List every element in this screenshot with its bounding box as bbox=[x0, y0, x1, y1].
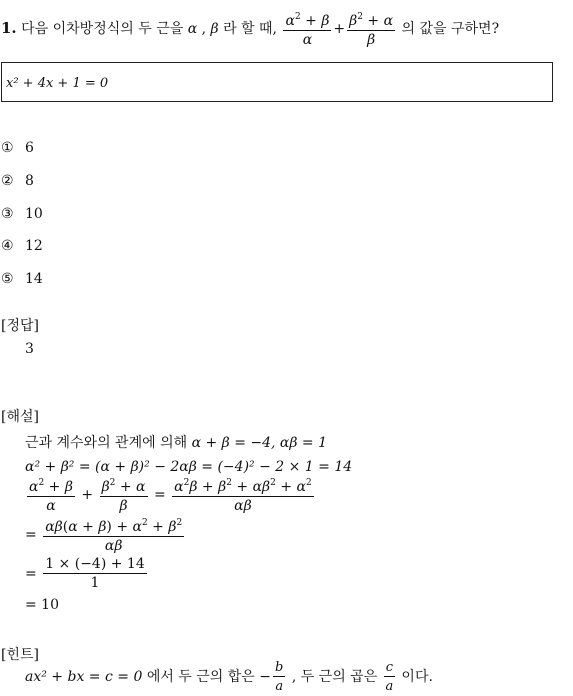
hint-label: [힌트] bbox=[1, 647, 39, 663]
hint-text-3: 이다. bbox=[401, 669, 433, 685]
solution-frac-b: $\frac{\beta^2 + \alpha}{\beta}$ bbox=[101, 478, 146, 514]
solution-frac-a: $\frac{\alpha^2 + \beta}{\alpha}$ bbox=[29, 478, 73, 514]
choice-1[interactable] bbox=[1, 140, 34, 156]
solution-result: = 10 bbox=[25, 597, 59, 613]
question-text-mid: 라 할 때, bbox=[223, 21, 278, 37]
solution-line-4: = $\frac{\alpha\beta(\alpha + \beta) + \alpha^2 + \beta^2}{\alpha\beta}$ bbox=[25, 518, 183, 554]
choice-3[interactable] bbox=[1, 206, 43, 222]
choice-5[interactable] bbox=[1, 271, 43, 287]
hint-text-1: 에서 두 근의 합은 bbox=[146, 669, 255, 685]
answer-value: 3 bbox=[25, 341, 34, 357]
solution-line-5: = $\frac{1 \times (-4) + 14}{1}$ bbox=[25, 556, 145, 591]
hint-text-2: , 두 근의 곱은 bbox=[291, 669, 378, 685]
question-fraction-2: $\frac{\beta^2 + \alpha}{\beta}$ bbox=[349, 12, 394, 48]
choice-4-value: 12 bbox=[25, 238, 43, 254]
choice-3-value: 10 bbox=[25, 206, 43, 222]
question-alpha: α bbox=[187, 21, 198, 37]
solution-frac-c: $\frac{\alpha^2\beta + \beta^2 + \alpha\beta^2 + \alpha^2}{\alpha\beta}$ bbox=[174, 478, 312, 514]
solution-line-3: $\frac{\alpha^2 + \beta}{\alpha}$ + $\frac{\beta^2 + \alpha}{\beta}$ = $\frac{\alpha^2\beta + \beta^2 + \alpha\beta^2 + \alpha^2}{\alpha\beta}$ bbox=[29, 478, 312, 514]
equation-text: x² + 4x + 1 = 0 bbox=[6, 76, 109, 91]
question-comma: , bbox=[201, 21, 207, 37]
question-text-before: 다음 이차방정식의 두 근을 bbox=[21, 21, 184, 37]
answer-label: [정답] bbox=[1, 318, 39, 334]
hint-frac-sum: $\frac{b}{a}$ bbox=[275, 660, 284, 694]
choice-4-mark: ④ bbox=[1, 238, 14, 254]
choice-2-mark: ② bbox=[1, 173, 14, 189]
question-fraction-1: $\frac{\alpha^2 + \beta}{\alpha}$ bbox=[285, 12, 330, 48]
choice-4[interactable] bbox=[1, 238, 43, 254]
choice-2-value: 8 bbox=[25, 173, 34, 189]
choice-3-mark: ③ bbox=[1, 206, 14, 222]
solution-line-1-text: 근과 계수와의 관계에 의해 bbox=[25, 435, 188, 451]
question-text-after: 의 값을 구하면? bbox=[401, 21, 500, 37]
choice-1-value: 6 bbox=[25, 140, 34, 156]
solution-line-1 bbox=[25, 432, 327, 452]
choice-5-value: 14 bbox=[25, 271, 43, 287]
choice-1-mark: ① bbox=[1, 140, 14, 156]
question-number: 1. bbox=[1, 19, 17, 37]
solution-frac-d: $\frac{\alpha\beta(\alpha + \beta) + \alpha^2 + \beta^2}{\alpha\beta}$ bbox=[45, 518, 183, 554]
hint-equation: ax² + bx = c = 0 bbox=[25, 669, 143, 685]
solution-label: [해설] bbox=[1, 409, 39, 425]
solution-frac-e: $\frac{1 \times (-4) + 14}{1}$ bbox=[45, 556, 145, 591]
hint-frac-product: $\frac{c}{a}$ bbox=[385, 660, 394, 694]
hint-line: ax² + bx = c = 0 에서 두 근의 합은 − $\frac{b}{a}$ , 두 근의 곱은 $\frac{c}{a}$ 이다. bbox=[25, 660, 433, 694]
question-beta: β bbox=[210, 21, 219, 37]
choice-5-mark: ⑤ bbox=[1, 271, 14, 287]
choice-2[interactable] bbox=[1, 173, 34, 189]
question-line: 1. 다음 이차방정식의 두 근을 α , β 라 할 때, $\frac{\alpha^2 + \beta}{\alpha}$ + $\frac{\beta^2 + \alpha}{\beta}$ 의 값을 구하면? bbox=[1, 12, 500, 48]
solution-line-2: α² + β² = (α + β)² − 2αβ = (−4)² − 2 × 1 = 14 bbox=[25, 459, 353, 475]
solution-line-1-math: α + β = −4, αβ = 1 bbox=[191, 435, 328, 451]
